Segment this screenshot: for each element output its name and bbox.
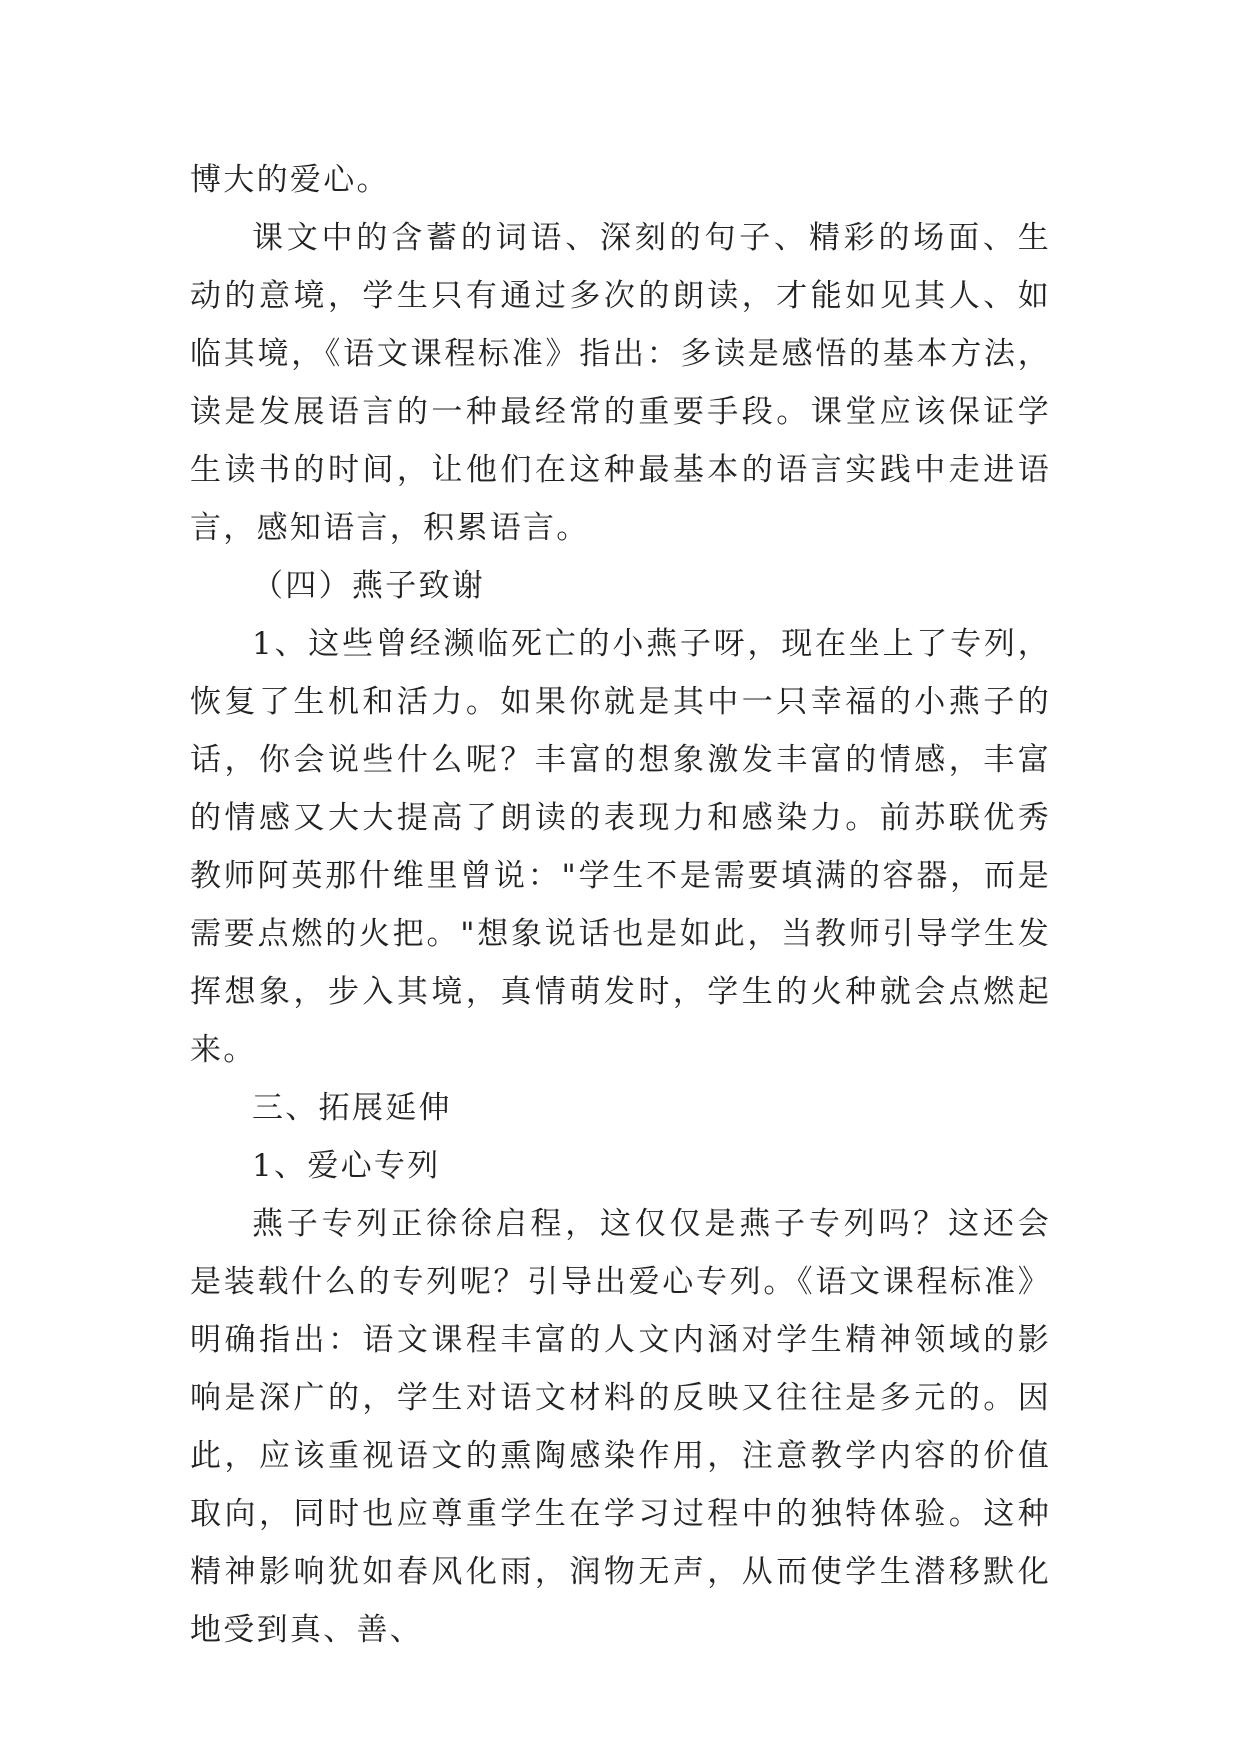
section-heading-swallow-thanks: （四）燕子致谢 <box>252 568 486 604</box>
paragraph-reading-method: 课文中的含蓄的词语、深刻的句子、精彩的场面、生动的意境，学生只有通过多次的朗读，才能如见其人、如临其境，《语文课程标准》指出：多读是感悟的基本方法，读是发展语言的一种最经常的重要手段。课堂应该保证学生读书的时间，让他们在这种最基本的语言实践中走进语言，感知语言，积累语言。 <box>190 220 1051 546</box>
section-heading-extension: 三、拓展延伸 <box>252 1090 452 1126</box>
document-body <box>190 151 1051 1659</box>
paragraph-swallow-thanks: 1、这些曾经濒临死亡的小燕子呀，现在坐上了专列，恢复了生机和活力。如果你就是其中一只幸福的小燕子的话，你会说些什么呢？丰富的想象激发丰富的情感，丰富的情感又大大提高了朗读的表现力和感染力。前苏联优秀教师阿英那什维里曾说："学生不是需要填满的容器，而是需要点燃的火把。"想象说话也是如此，当教师引导学生发挥想象，步入其境，真情萌发时，学生的火种就会点燃起来。 <box>190 626 1051 1068</box>
subsection-heading-love-train: 1、爱心专列 <box>252 1148 441 1184</box>
paragraph-love-train: 燕子专列正徐徐启程，这仅仅是燕子专列吗？这还会是装载什么的专列呢？引导出爱心专列。《语文课程标准》明确指出：语文课程丰富的人文内涵对学生精神领域的影响是深广的，学生对语文材料的反映又往往是多元的。因此，应该重视语文的熏陶感染作用，注意教学内容的价值取向，同时也应尊重学生在学习过程中的独特体验。这种精神影响犹如春风化雨，润物无声，从而使学生潜移默化地受到真、善、 <box>190 1206 1051 1648</box>
paragraph-continuation: 博大的爱心。 <box>190 162 390 198</box>
